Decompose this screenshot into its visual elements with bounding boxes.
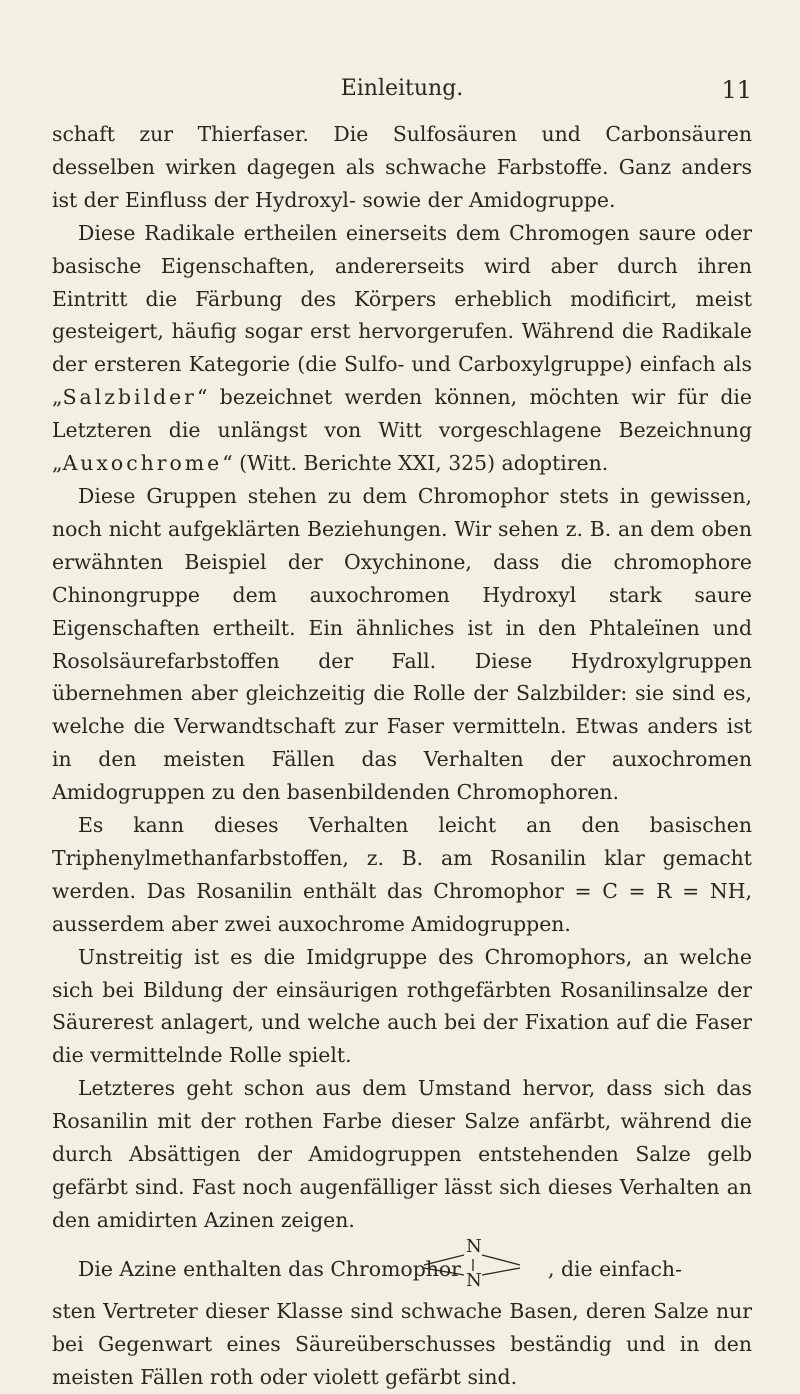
page-header — [52, 76, 752, 106]
page-number: 11 — [721, 76, 752, 104]
paragraph-text: schaft zur Thierfaser. Die Sulfosäuren und Carbonsäuren desselben wirken dagegen als schwache Farbstoffe. Ganz anders ist der Einfluss der Hydroxyl- sowie der Amidogruppe. — [52, 122, 752, 212]
paragraph-text: “ bezeichnet werden können, möchten wir für die Letzteren die unlängst von Witt vorgeschlagene Bezeichnung „ — [52, 385, 752, 476]
paragraph — [52, 809, 752, 941]
paragraph-text: “ (Witt. Berichte XXI, 325) adoptiren. — [222, 451, 609, 476]
running-title: Einleitung. — [340, 76, 464, 101]
azine-bond-lines — [416, 1237, 544, 1295]
formula-n-bottom: N — [466, 1269, 482, 1291]
azine-chromophore-formula — [416, 1237, 544, 1295]
paragraph — [52, 1072, 752, 1237]
page-body — [52, 118, 752, 1394]
term-auxochrome: Auxochrome — [62, 451, 223, 476]
paragraph-text: Letzteres geht schon aus dem Umstand hervor, dass sich das Rosanilin mit der rothen Farbe dieser Salze anfärbt, während die durch Absättigen der Amidogruppen entstehenden Salze gelb gefärbt sind. Fast noch augenfälliger lässt sich dieses Verhalten an den amidirten Azinen zeigen. — [52, 1076, 752, 1232]
paragraph — [52, 217, 752, 480]
paragraph — [52, 941, 752, 1073]
paragraph-text: Diese Radikale ertheilen einerseits dem Chromogen saure oder basische Eigenschaften, andererseits wird aber durch ihren Eintritt die Färbung des Körpers erheblich modificirt, meist gesteigert, häufig sogar erst hervorgerufen. Während die Radikale der ersteren Kategorie (die Sulfo- und Carboxylgruppe) einfach als „ — [52, 220, 752, 410]
azine-lead-text: Die Azine enthalten das Chromophor — [78, 1256, 461, 1281]
paragraph-text: Diese Gruppen stehen zu dem Chromophor stets in gewissen, noch nicht aufgeklärten Beziehungen. Wir sehen z. B. an dem oben erwähnten Beispiel der Oxychinone, dass die chromophore Chinongruppe dem auxochromen Hydroxyl stark saure Eigenschaften ertheilt. Ein ähnliches ist in den Phtaleïnen und Rosolsäurefarbstoffen der Fall. Diese Hydroxylgruppen übernehmen aber gleichzeitig die Rolle der Salzbilder: sie sind es, welche die Verwandtschaft zur Faser vermitteln. Etwas anders ist in den meisten Fällen das Verhalten der auxochromen Amidogruppen zu den basenbildenden Chromophoren. — [52, 483, 752, 805]
paragraph-text: sten Vertreter dieser Klasse sind schwache Basen, deren Salze nur bei Gegenwart eines Säureüberschusses beständig und in den meisten Fällen roth oder violett gefärbt sind. — [52, 1298, 752, 1389]
azine-tail-text: , die einfach- — [548, 1256, 682, 1281]
paragraph-text: Es kann dieses Verhalten leicht an den basischen Triphenylmethanfarbstoffen, z. B. am Rosanilin klar gemacht werden. Das Rosanilin enthält das Chromophor = C = R = NH, ausserdem aber zwei auxochrome Amidogruppen. — [52, 813, 752, 936]
paragraph-text: Unstreitig ist es die Imidgruppe des Chromophors, an welche sich bei Bildung der einsäurigen rothgefärbten Rosanilinsalze der Säurerest anlagert, und welche auch bei der Fixation auf die Faser die vermittelnde Rolle spielt. — [52, 944, 752, 1068]
azine-formula-line — [52, 1237, 752, 1295]
formula-n-top: N — [466, 1235, 482, 1257]
paragraph — [52, 480, 752, 809]
term-salzbilder: Salzbilder — [62, 385, 197, 410]
paragraph — [52, 118, 752, 217]
